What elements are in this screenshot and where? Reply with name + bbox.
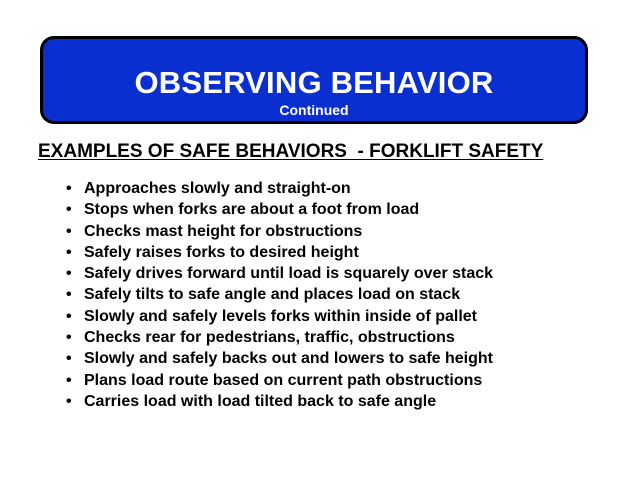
slide-title: OBSERVING BEHAVIOR — [134, 65, 494, 100]
bullet-icon: • — [66, 265, 72, 283]
bullet-icon: • — [66, 222, 72, 240]
bullet-icon: • — [66, 201, 72, 219]
list-item-text: Carries load with load tilted back to safe angle — [84, 392, 437, 410]
bullet-icon: • — [66, 350, 72, 368]
list-item — [66, 221, 626, 242]
list-item — [66, 348, 626, 369]
list-item-text: Checks rear for pedestrians, traffic, obstructions — [84, 329, 455, 347]
list-item — [66, 242, 626, 263]
bullet-icon: • — [66, 307, 72, 325]
slide-subtitle: Continued — [279, 102, 349, 118]
list-item-text: Safely drives forward until load is squarely over stack — [84, 265, 494, 283]
behavior-list — [66, 178, 626, 412]
list-item-text: Approaches slowly and straight-on — [84, 180, 351, 197]
list-item — [66, 327, 626, 348]
list-item-text: Stops when forks are about a foot from load — [84, 201, 420, 219]
title-banner — [40, 36, 588, 124]
bullet-icon: • — [66, 392, 72, 410]
list-item-text: Plans load route based on current path obstructions — [84, 371, 483, 389]
section-heading: EXAMPLES OF SAFE BEHAVIORS - FORKLIFT SAFETY — [38, 141, 544, 162]
list-item — [66, 306, 626, 327]
list-item — [66, 199, 626, 220]
list-item — [66, 178, 626, 199]
bullet-icon: • — [66, 180, 72, 197]
list-item-text: Slowly and safely levels forks within inside of pallet — [84, 307, 477, 325]
list-item — [66, 391, 626, 412]
bullet-icon: • — [66, 286, 72, 304]
list-item-text: Safely tilts to safe angle and places load on stack — [84, 286, 461, 304]
list-item-text: Slowly and safely backs out and lowers to safe height — [84, 350, 493, 368]
bullet-icon: • — [66, 243, 72, 261]
list-item — [66, 263, 626, 284]
list-item-text: Checks mast height for obstructions — [84, 222, 363, 240]
list-item-text: Safely raises forks to desired height — [84, 243, 359, 261]
list-item — [66, 370, 626, 391]
list-item — [66, 284, 626, 305]
bullet-icon: • — [66, 329, 72, 347]
bullet-icon: • — [66, 371, 72, 389]
